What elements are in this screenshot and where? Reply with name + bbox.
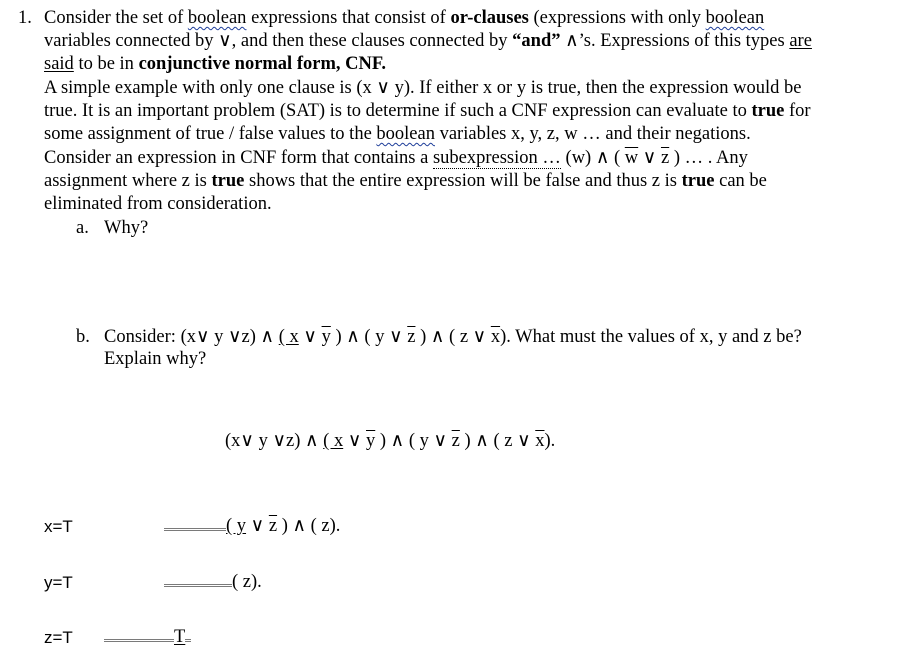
part-b-line-1: Consider: (x∨ y ∨z) ∧ ( x ∨ $\overline{y}$ ) ∧ ( y ∨ $\overline{z}$ ) ∧ ( z ∨ $\overline{x}$). What must the values of x, y and z be? <box>104 327 802 347</box>
part-a-label: a. <box>76 218 89 238</box>
part-b-line-2: Explain why? <box>104 349 207 369</box>
question-line-5: true. It is an important problem (SAT) is to determine if such a CNF expression can evaluate to true for <box>44 101 811 121</box>
part-b-label: b. <box>76 327 90 347</box>
cnf-expression: (x∨ y ∨z) ∧ ( x ∨ $\overline{y}$ ) ∧ ( y ∨ $\overline{z}$ ) ∧ ( z ∨ $\overline{x}$). <box>225 431 556 451</box>
question-number: 1. <box>18 8 32 28</box>
part-a-text: Why? <box>104 218 149 238</box>
question-line-1: Consider the set of boolean expressions that consist of or-clauses (expressions with only boolean <box>44 8 765 28</box>
step-y-label: y=T <box>44 573 73 592</box>
step-x-label: x=T <box>44 517 73 536</box>
question-line-2: variables connected by ∨, and then these clauses connected by “and” ∧’s. Expressions of this types are <box>44 31 812 51</box>
step-z-label: z=T <box>44 628 73 647</box>
question-line-7: Consider an expression in CNF form that contains a subexpression … (w) ∧ ( $\overline{w}$ ∨ $\overline{z}$ ) … . Any <box>44 148 748 168</box>
step-y-result: ( z). <box>164 571 262 594</box>
step-z-result: T <box>104 626 191 649</box>
question-line-9: eliminated from consideration. <box>44 194 272 214</box>
step-x-result: ( y ∨ $\overline{z}$ ) ∧ ( z). <box>164 515 340 538</box>
question-line-8: assignment where z is true shows that the entire expression will be false and thus z is true can be <box>44 171 767 191</box>
question-line-4: A simple example with only one clause is (x ∨ y). If either x or y is true, then the expression would be <box>44 78 802 98</box>
question-line-6: some assignment of true / false values to the boolean variables x, y, z, w … and their negations. <box>44 124 751 144</box>
question-line-3: said to be in conjunctive normal form, CNF. <box>44 54 387 74</box>
